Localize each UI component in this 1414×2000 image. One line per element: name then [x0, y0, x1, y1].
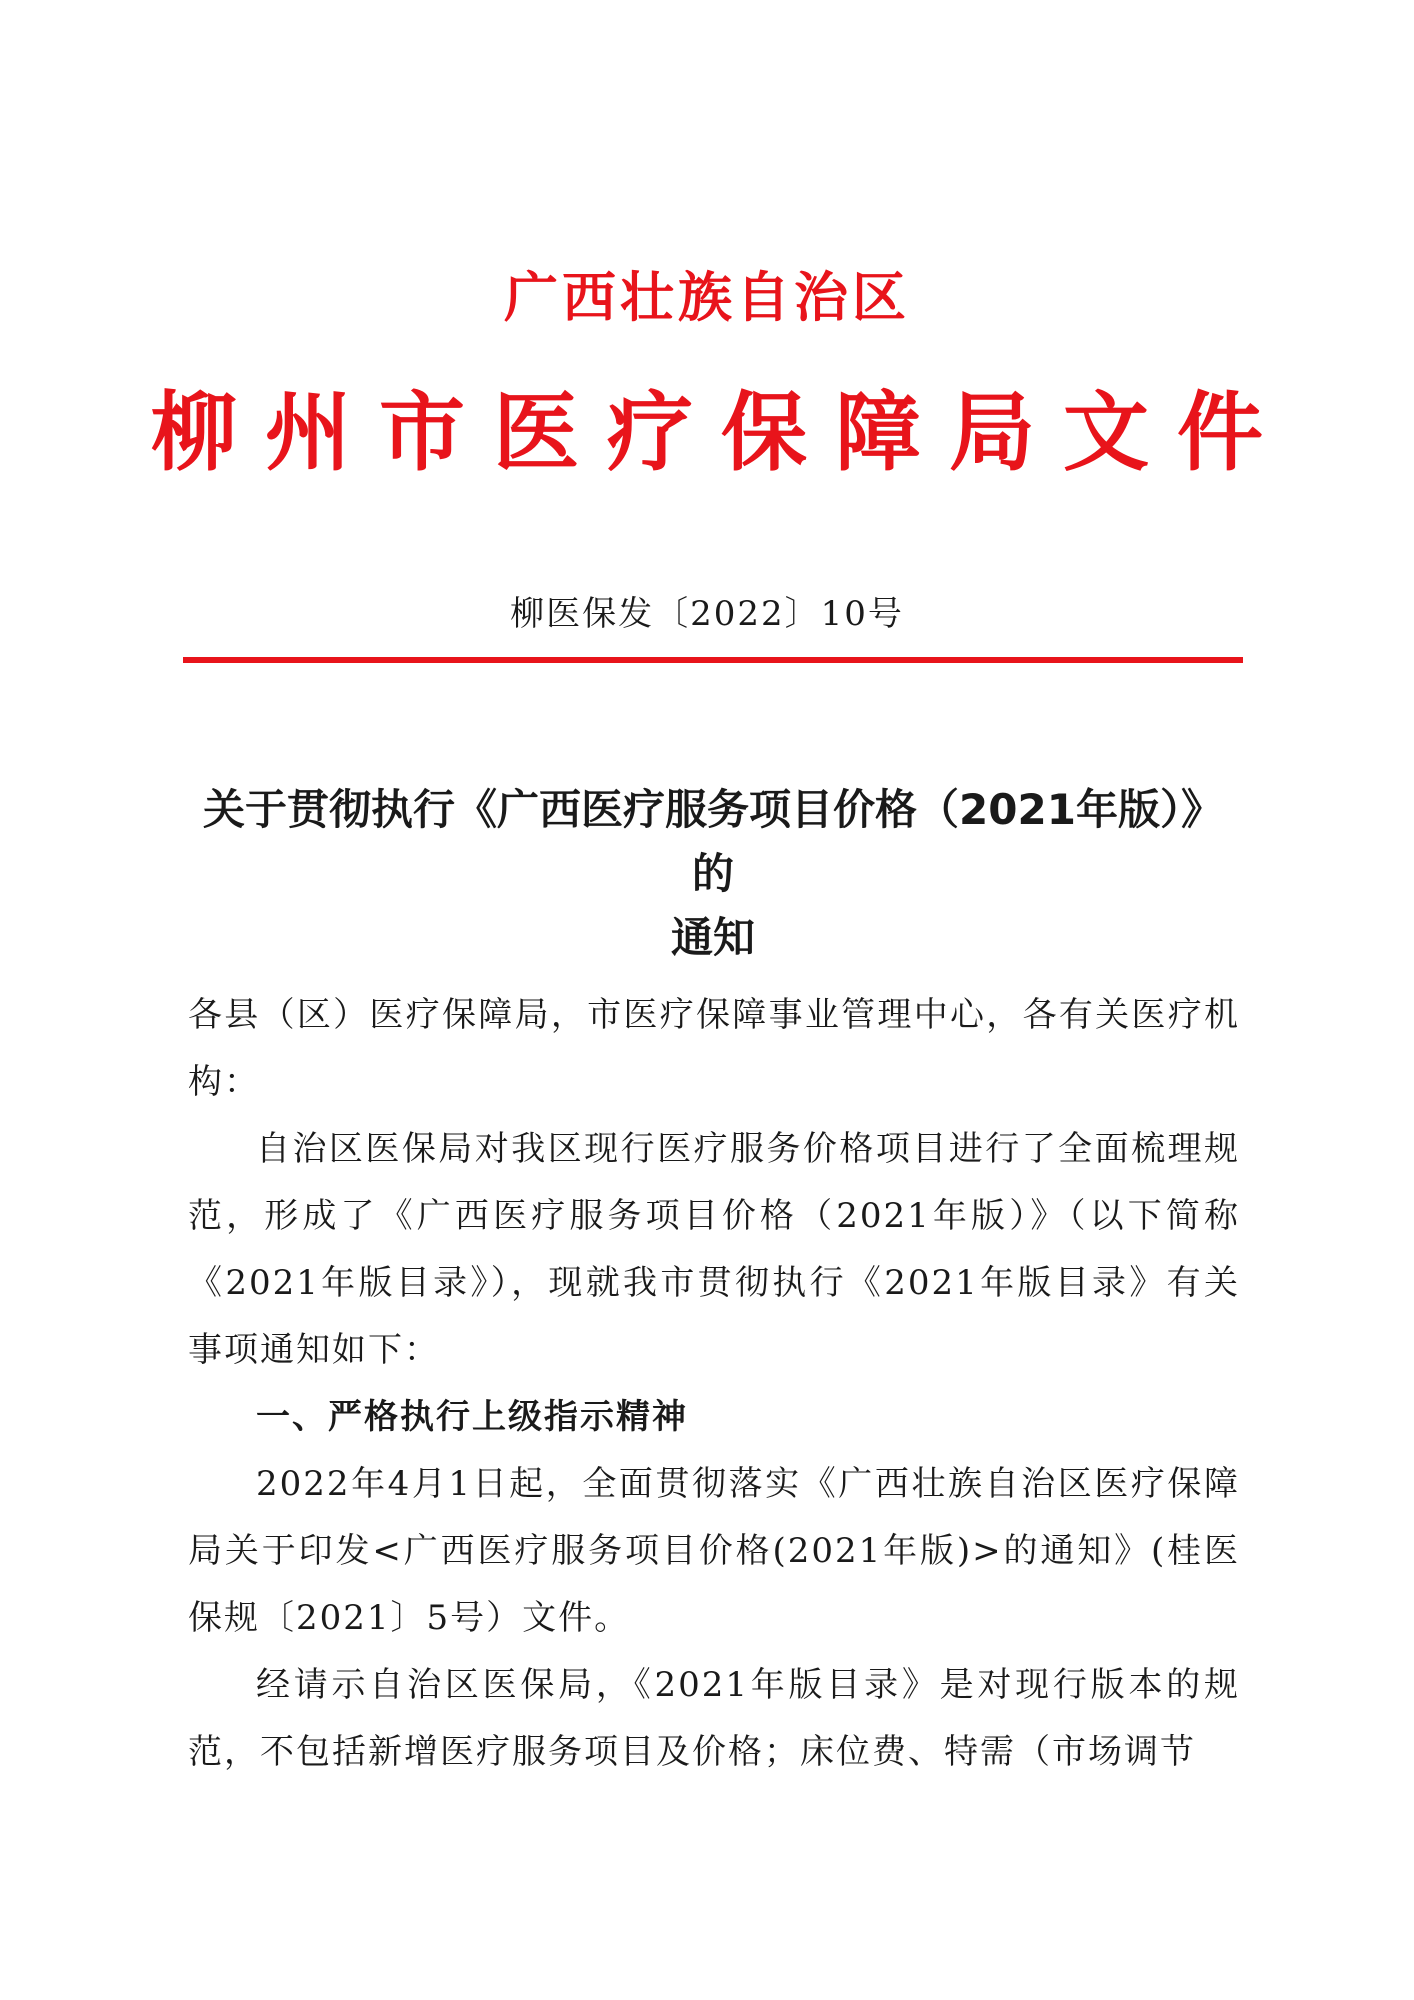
document-number: 柳医保发〔2022〕10号 [510, 594, 904, 634]
document-title-line1: 关于贯彻执行《广西医疗服务项目价格（2021年版）》的 [203, 785, 1223, 898]
paragraph-effective-date: 2022年4月1日起，全面贯彻落实《广西壮族自治区医疗保障局关于印发<广西医疗服务项目价格(2021年版)>的通知》(桂医保规〔2021〕5号）文件。 [188, 1464, 1240, 1638]
issuer-region: 广西壮族自治区 [504, 265, 910, 329]
document-title-line2: 通知 [670, 913, 755, 962]
section-heading-1: 一、严格执行上级指示精神 [256, 1397, 688, 1437]
red-divider [183, 657, 1243, 663]
paragraph-intro: 自治区医保局对我区现行医疗服务价格项目进行了全面梳理规范，形成了《广西医疗服务项目价格（2021年版）》（以下简称《2021年版目录》），现就我市贯彻执行《2021年版目录》有关事项通知如下： [188, 1129, 1240, 1370]
document-title [183, 778, 1243, 970]
paragraph-scope: 经请示自治区医保局，《2021年版目录》是对现行版本的规范，不包括新增医疗服务项目及价格；床位费、特需（市场调节 [188, 1665, 1240, 1772]
addressee: 各县（区）医疗保障局，市医疗保障事业管理中心，各有关医疗机构： [188, 995, 1240, 1102]
document-body [188, 982, 1240, 1786]
issuer-agency-title: 柳州市医疗保障局文件 [151, 382, 1291, 483]
